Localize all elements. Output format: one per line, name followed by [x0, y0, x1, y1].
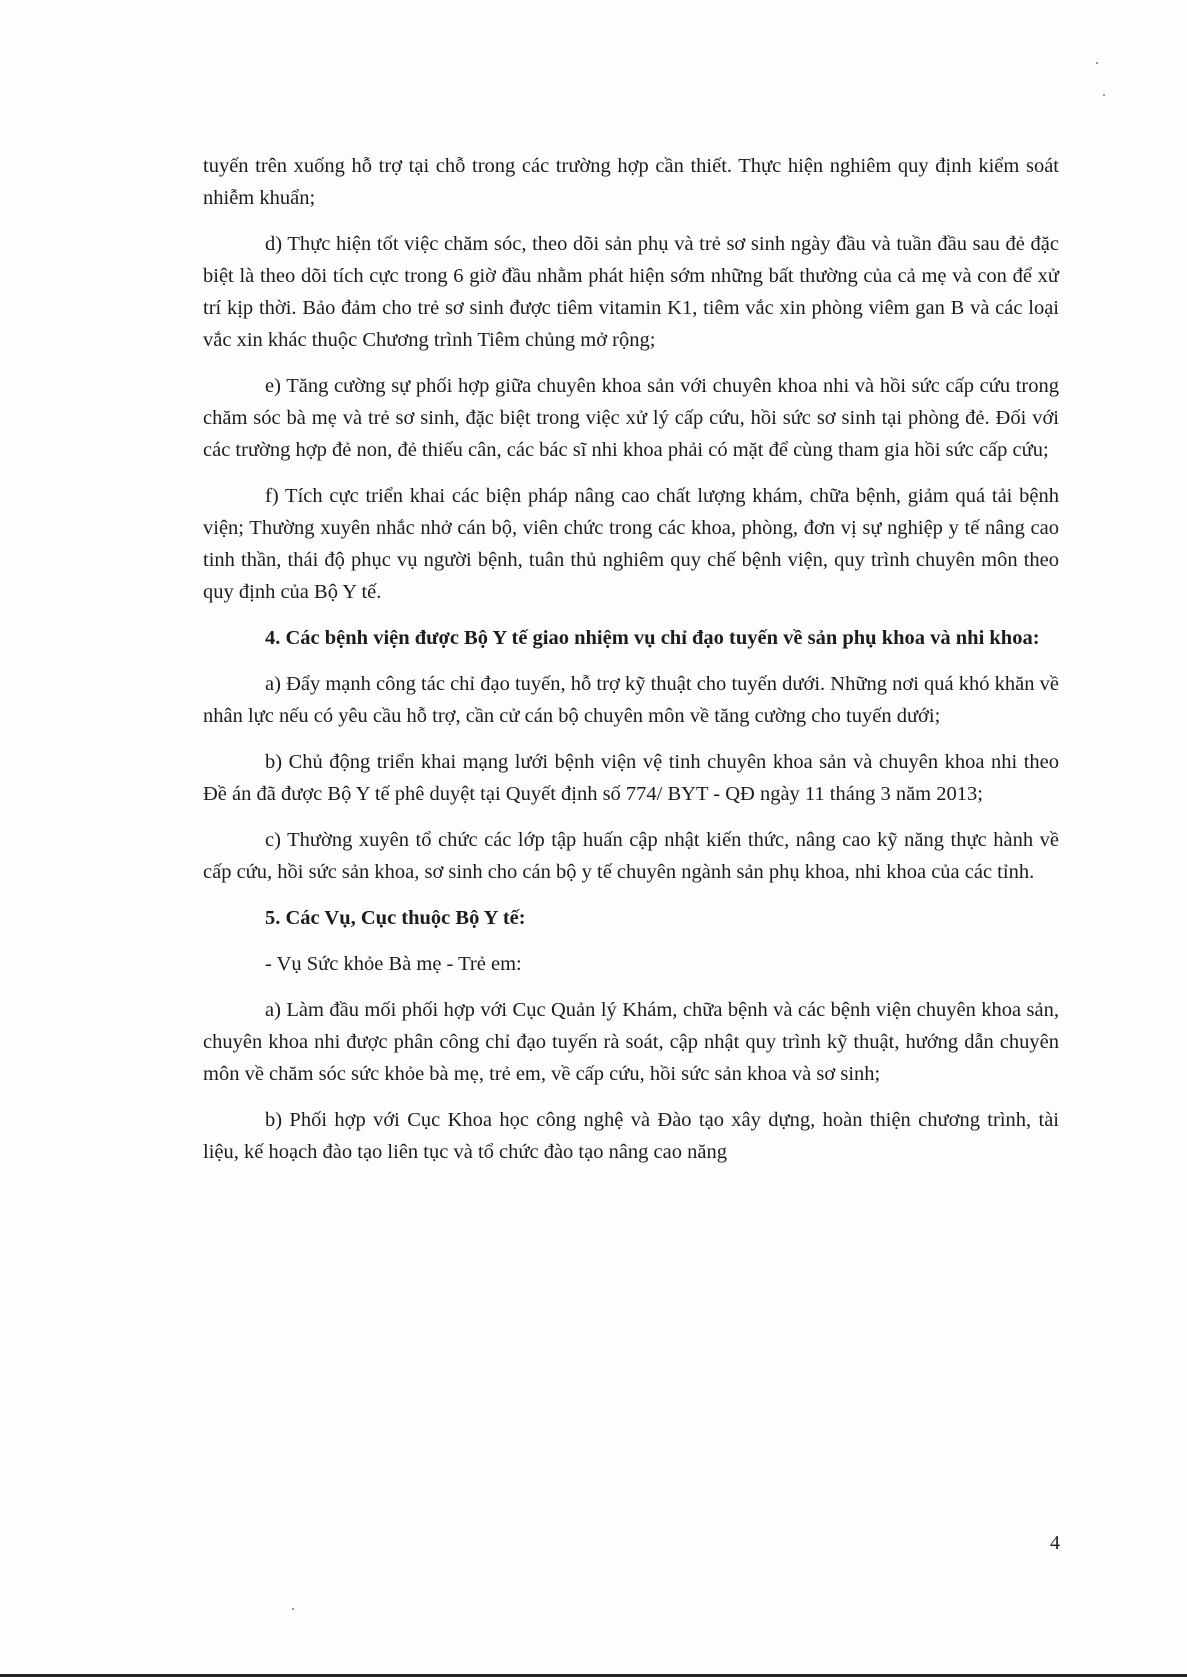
- paragraph-5a: a) Làm đầu mối phối hợp với Cục Quản lý Khám, chữa bệnh và các bệnh viện chuyên khoa sản, chuyên khoa nhi được phân công chỉ đạo tuyến rà soát, cập nhật quy trình kỹ thuật, hướng dẫn chuyên môn về chăm sóc sức khỏe bà mẹ, trẻ em, về cấp cứu, hồi sức sản khoa và sơ sinh;: [203, 999, 1059, 1085]
- subsection-label: - Vụ Sức khỏe Bà mẹ - Trẻ em:: [265, 953, 522, 975]
- paragraph-4a: a) Đẩy mạnh công tác chỉ đạo tuyến, hỗ trợ kỹ thuật cho tuyến dưới. Những nơi quá khó khăn về nhân lực nếu có yêu cầu hỗ trợ, cần cử cán bộ chuyên môn về tăng cường cho tuyến dưới;: [203, 673, 1059, 727]
- scan-speck: [1096, 62, 1098, 64]
- paragraph-5b: b) Phối hợp với Cục Khoa học công nghệ và Đào tạo xây dựng, hoàn thiện chương trình, tài liệu, kế hoạch đào tạo liên tục và tổ chức đào tạo nâng cao năng: [203, 1109, 1059, 1163]
- paragraph-item-f: f) Tích cực triển khai các biện pháp nâng cao chất lượng khám, chữa bệnh, giảm quá tải bệnh viện; Thường xuyên nhắc nhở cán bộ, viên chức trong các khoa, phòng, đơn vị sự nghiệp y tế nâng cao tinh thần, thái độ phục vụ người bệnh, tuân thủ nghiêm quy chế bệnh viện, quy trình chuyên môn theo quy định của Bộ Y tế.: [203, 485, 1059, 603]
- paragraph-item-e: e) Tăng cường sự phối hợp giữa chuyên khoa sản với chuyên khoa nhi và hồi sức cấp cứu trong chăm sóc bà mẹ và trẻ sơ sinh, đặc biệt trong việc xử lý cấp cứu, hồi sức sơ sinh tại phòng đẻ. Đối với các trường hợp đẻ non, đẻ thiếu cân, các bác sĩ nhi khoa phải có mặt để cùng tham gia hồi sức cấp cứu;: [203, 375, 1059, 461]
- scan-speck: [292, 1608, 294, 1610]
- document-body: [203, 150, 1059, 1182]
- page-number: 4: [1050, 1532, 1060, 1554]
- paragraph-4b: b) Chủ động triển khai mạng lưới bệnh viện vệ tinh chuyên khoa sản và chuyên khoa nhi theo Đề án đã được Bộ Y tế phê duyệt tại Quyết định số 774/ BYT - QĐ ngày 11 tháng 3 năm 2013;: [203, 751, 1059, 805]
- paragraph-item-d: d) Thực hiện tốt việc chăm sóc, theo dõi sản phụ và trẻ sơ sinh ngày đầu và tuần đầu sau đẻ đặc biệt là theo dõi tích cực trong 6 giờ đầu nhằm phát hiện sớm những bất thường của cả mẹ và con để xử trí kịp thời. Bảo đảm cho trẻ sơ sinh được tiêm vitamin K1, tiêm vắc xin phòng viêm gan B và các loại vắc xin khác thuộc Chương trình Tiêm chủng mở rộng;: [203, 233, 1059, 351]
- paragraph-continuation: tuyến trên xuống hỗ trợ tại chỗ trong các trường hợp cần thiết. Thực hiện nghiêm quy định kiểm soát nhiễm khuẩn;: [203, 155, 1059, 209]
- section-heading-4: 4. Các bệnh viện được Bộ Y tế giao nhiệm vụ chỉ đạo tuyến về sản phụ khoa và nhi khoa:: [265, 627, 1040, 649]
- paragraph-4c: c) Thường xuyên tổ chức các lớp tập huấn cập nhật kiến thức, nâng cao kỹ năng thực hành về cấp cứu, hồi sức sản khoa, sơ sinh cho cán bộ y tế chuyên ngành sản phụ khoa, nhi khoa của các tỉnh.: [203, 829, 1059, 883]
- scan-speck: [1103, 94, 1105, 96]
- section-heading-5: 5. Các Vụ, Cục thuộc Bộ Y tế:: [265, 907, 526, 929]
